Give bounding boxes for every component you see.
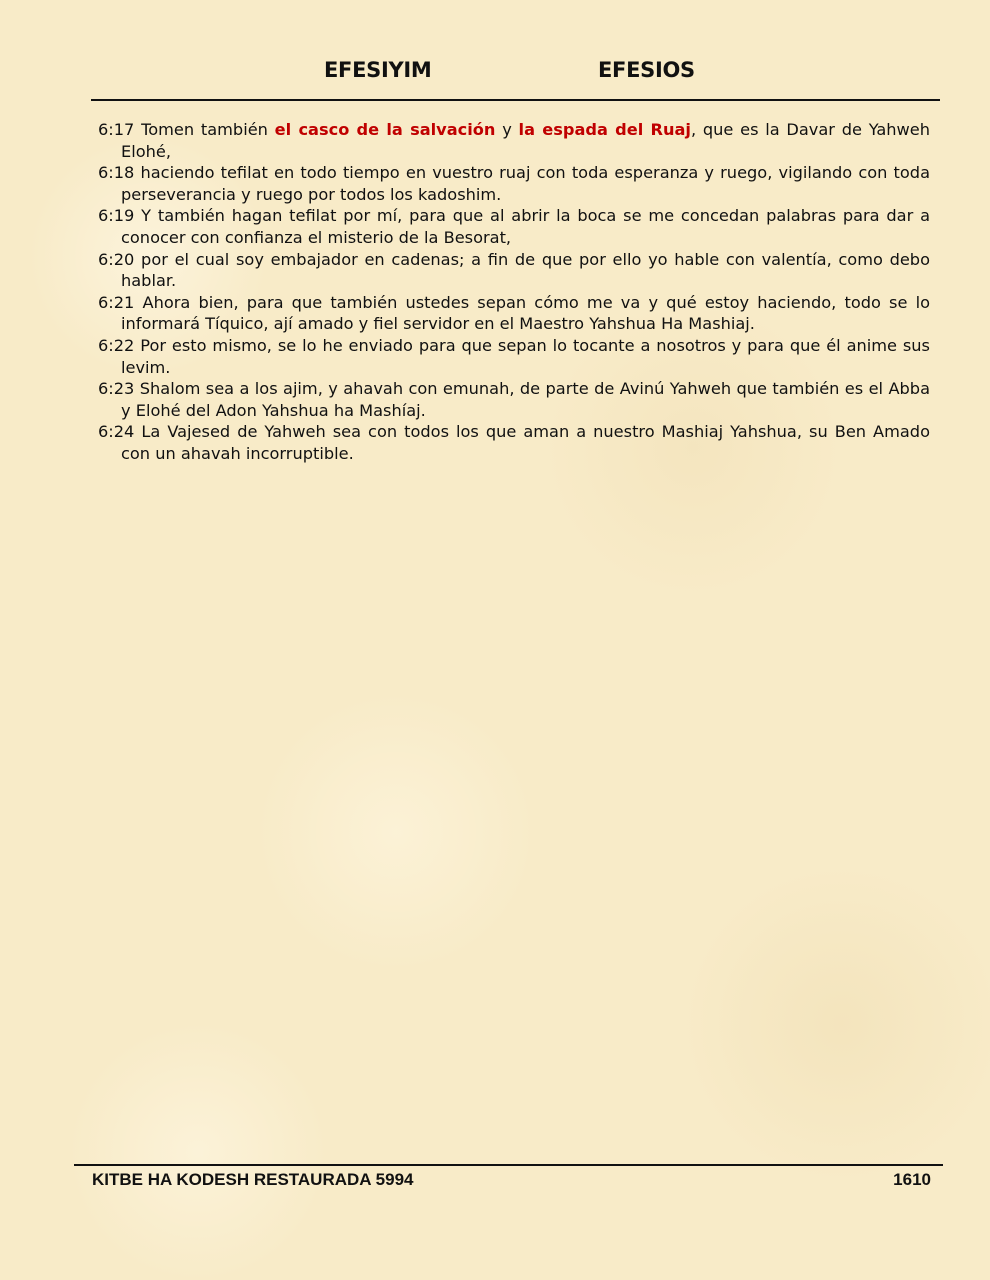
verse-6-23	[98, 378, 930, 421]
highlighted-phrase: el casco de la salvación	[274, 120, 496, 139]
verse-6-21	[98, 292, 930, 335]
verse-ref: 6:20	[98, 249, 135, 269]
verse-ref: 6:19	[98, 206, 135, 226]
header-divider	[91, 99, 940, 101]
highlighted-phrase: la espada del Ruaj	[518, 120, 691, 139]
verse-text: Tomen también	[134, 120, 275, 139]
verse-list	[98, 119, 930, 465]
book-title-hebrew: EFESIYIM	[324, 58, 432, 82]
verse-text: Shalom sea a los ajim, y ahavah con emunah, de parte de Avinú Yahweh que también es el Abba y Elohé del Adon Yahshua ha Mashíaj.	[121, 379, 930, 420]
verse-ref: 6:18	[98, 163, 135, 183]
book-title-spanish: EFESIOS	[598, 58, 695, 82]
verse-ref: 6:22	[98, 335, 135, 355]
verse-6-19	[98, 205, 930, 248]
verse-6-20	[98, 249, 930, 292]
page-header	[0, 58, 990, 92]
verse-text: por el cual soy embajador en cadenas; a fin de que por ello yo hable con valentía, como debo hablar.	[121, 249, 930, 291]
verse-text: y	[495, 120, 519, 139]
verse-6-17	[98, 119, 930, 162]
verse-6-18	[98, 162, 930, 205]
footer-divider	[74, 1164, 943, 1166]
verse-text: Por esto mismo, se lo he enviado para que sepan lo tocante a nosotros y para que él anime sus levim.	[121, 335, 930, 377]
verse-text: haciendo tefilat en todo tiempo en vuestro ruaj con toda esperanza y ruego, vigilando con toda perseverancia y ruego por todos los kadoshim.	[121, 163, 930, 204]
verse-ref: 6:23	[98, 379, 135, 399]
verse-text: Y también hagan tefilat por mí, para que al abrir la boca se me concedan palabras para dar a conocer con confianza el misterio de la Besorat,	[121, 206, 930, 247]
verse-ref: 6:24	[98, 422, 135, 442]
verse-6-22	[98, 335, 930, 378]
verse-text: La Vajesed de Yahweh sea con todos los que aman a nuestro Mashiaj Yahshua, su Ben Amado con un ahavah incorruptible.	[121, 422, 930, 463]
footer-book-title: KITBE HA KODESH RESTAURADA 5994	[92, 1170, 414, 1189]
verse-ref: 6:21	[98, 292, 135, 312]
verse-text: Ahora bien, para que también ustedes sepan cómo me va y qué estoy haciendo, todo se lo informará Tíquico, ají amado y fiel servidor en el Maestro Yahshua Ha Mashiaj.	[121, 292, 930, 334]
verse-text: , que es la Davar de Yahweh Elohé,	[121, 120, 930, 161]
page-number: 1610	[893, 1170, 931, 1189]
verse-6-24	[98, 421, 930, 464]
verse-ref: 6:17	[98, 120, 135, 139]
